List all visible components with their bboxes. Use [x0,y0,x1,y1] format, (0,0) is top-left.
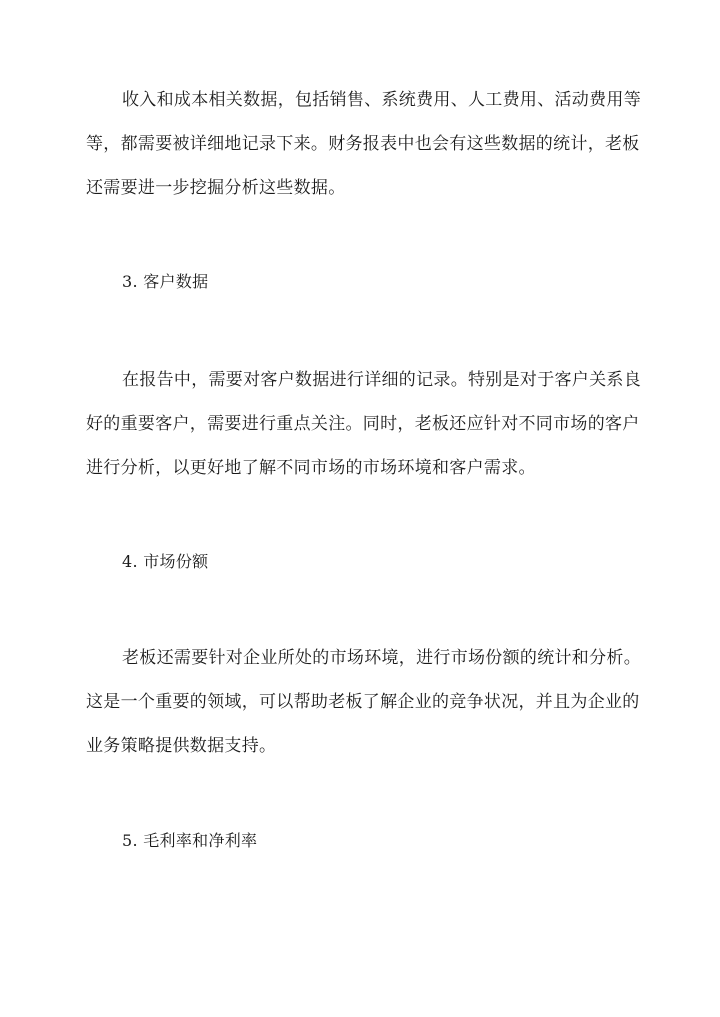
paragraph-customer-data [86,358,641,490]
paragraph-line: 老板还需要针对企业所处的市场环境，进行市场份额的统计和分析。 [122,648,641,668]
paragraph-revenue-cost [86,78,641,210]
paragraph-line: 收入和成本相关数据，包括销售、系统费用、人工费用、活动费用等 [122,90,641,110]
paragraph-line: 这是一个重要的领域，可以帮助老板了解企业的竞争状况，并且为企业的 [86,692,640,712]
paragraph-line: 等，都需要被详细地记录下来。财务报表中也会有这些数据的统计，老板 [86,134,640,154]
section-heading-market-share: 4. 市场份额 [122,552,209,571]
section-heading-margins: 5. 毛利率和净利率 [122,831,258,850]
paragraph-line: 在报告中，需要对客户数据进行详细的记录。特别是对于客户关系良 [122,370,641,390]
paragraph-line: 进行分析，以更好地了解不同市场的市场环境和客户需求。 [86,458,536,478]
paragraph-line: 好的重要客户，需要进行重点关注。同时，老板还应针对不同市场的客户 [86,414,640,434]
paragraph-line: 还需要进一步挖掘分析这些数据。 [86,178,346,198]
paragraph-line: 业务策略提供数据支持。 [86,736,277,756]
section-heading-customer-data: 3. 客户数据 [122,272,209,291]
paragraph-market-share [86,636,641,768]
